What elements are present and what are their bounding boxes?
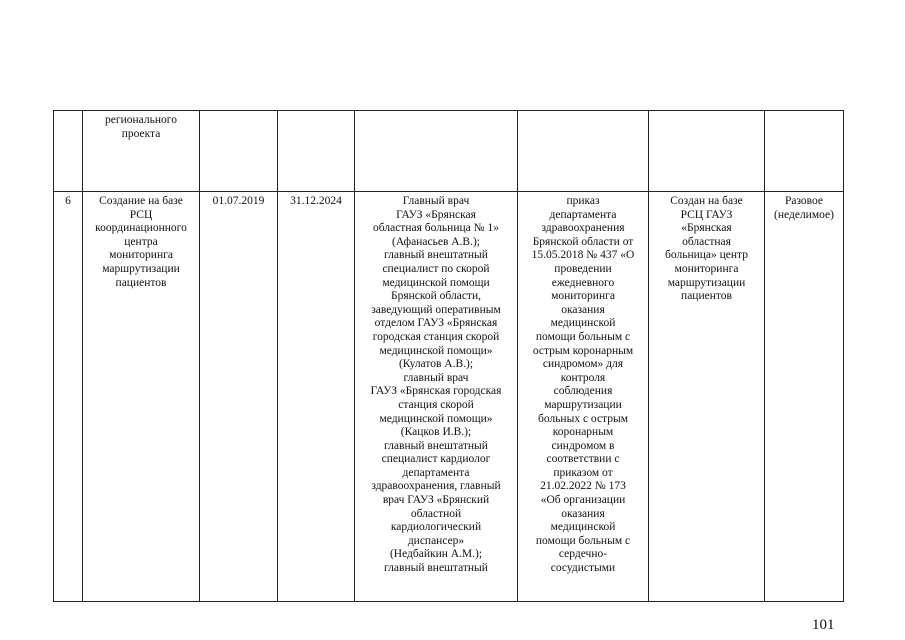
cell-type bbox=[765, 111, 844, 192]
cell-end-date bbox=[278, 111, 355, 192]
table-row bbox=[54, 192, 844, 602]
row-type: Разовое (неделимое) bbox=[765, 192, 844, 602]
cell-name: регионального проекта bbox=[83, 111, 200, 192]
cell-result bbox=[649, 111, 765, 192]
row-responsible: Главный врач ГАУЗ «Брянская областная больница № 1» (Афанасьев А.В.); главный внештатный специалист по скорой медицинской помощи Брянской области, заведующий оперативным отделом ГАУЗ «Брянская городская станция скорой медицинской помощи» (Кулатов А.В.); главный врач ГАУЗ «Брянская городская станция скорой медицинской помощи» (Кацков И.В.); главный внештатный специалист кардиолог департамента здравоохранения, главный врач ГАУЗ «Брянский областной кардиологический диспансер» (Недбайкин А.М.); главный внештатный bbox=[355, 192, 518, 602]
continuation-row bbox=[54, 111, 844, 192]
row-start-date: 01.07.2019 bbox=[200, 192, 278, 602]
row-result: Создан на базе РСЦ ГАУЗ «Брянская областная больница» центр мониторинга маршрутизации пациентов bbox=[649, 192, 765, 602]
row-document: приказ департамента здравоохранения Брянской области от 15.05.2018 № 437 «О проведении ежедневного мониторинга оказания медицинской помощи больным с острым коронарным синдромом» для контроля соблюдения маршрутизации больных с острым коронарным синдромом в соответствии с приказом от 21.02.2022 № 173 «Об организации оказания медицинской помощи больным с сердечно- сосудистыми bbox=[518, 192, 649, 602]
cell-start-date bbox=[200, 111, 278, 192]
cell-document bbox=[518, 111, 649, 192]
row-number: 6 bbox=[54, 192, 83, 602]
page-number: 101 bbox=[812, 617, 835, 633]
cell-responsible bbox=[355, 111, 518, 192]
row-end-date: 31.12.2024 bbox=[278, 192, 355, 602]
row-name: Создание на базе РСЦ координационного центра мониторинга маршрутизации пациентов bbox=[83, 192, 200, 602]
measures-table bbox=[53, 110, 844, 602]
cell-number bbox=[54, 111, 83, 192]
